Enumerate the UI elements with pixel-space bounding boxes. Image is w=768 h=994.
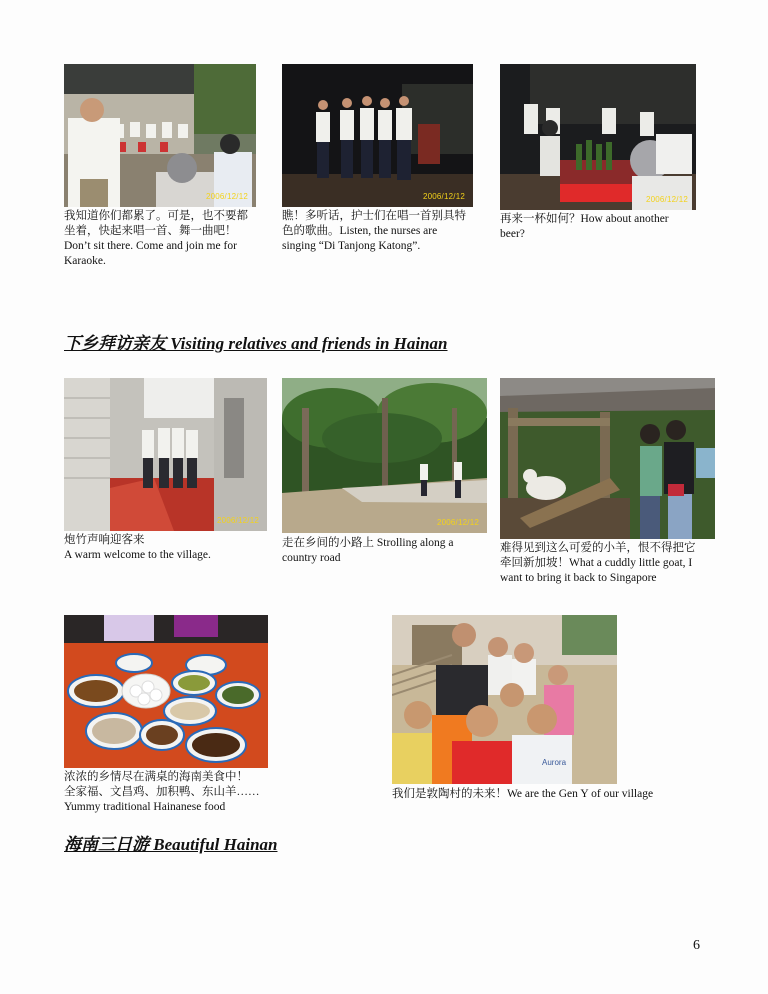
caption-line: 色的歌曲。Listen, the nurses are	[282, 225, 438, 237]
caption-welcome	[64, 533, 211, 563]
caption-line: country road	[282, 552, 341, 564]
caption-line: singing “Di Tanjong Katong”.	[282, 240, 421, 252]
caption-beer	[500, 212, 669, 242]
caption-line: 走在乡间的小路上 Strolling along a	[282, 537, 454, 549]
date-stamp: 2006/12/12	[645, 195, 688, 204]
photo-village-welcome	[64, 378, 267, 531]
caption-line: 牵回新加坡！What a cuddly little goat, I	[500, 557, 693, 569]
photo-goat	[500, 378, 715, 539]
photo-karaoke-man	[64, 64, 256, 207]
caption-goat	[500, 541, 696, 586]
date-stamp: 2006/12/12	[436, 518, 479, 527]
photo-dinner-beer	[500, 64, 696, 210]
caption-line: Don’t sit there. Come and join me for	[64, 240, 237, 252]
photo-hainanese-food	[64, 615, 268, 768]
caption-line: 浓浓的乡情尽在满桌的海南美食中！	[64, 771, 248, 783]
caption-line: Karaoke.	[64, 255, 106, 267]
caption-line: 我知道你们都累了。可是，也不要都	[64, 210, 248, 222]
caption-line: 炮竹声响迎客来	[64, 534, 145, 546]
caption-karaoke	[64, 209, 248, 269]
caption-road	[282, 536, 454, 566]
caption-line: Yummy traditional Hainanese food	[64, 801, 226, 813]
photo-nurses-singing	[282, 64, 473, 207]
caption-food	[64, 770, 260, 815]
caption-line: beer?	[500, 228, 525, 240]
caption-line: 坐着，快起来唱一首、舞一曲吧！	[64, 225, 237, 237]
caption-line: 瞧！多听话，护士们在唱一首别具特	[282, 210, 466, 222]
page-number: 6	[693, 938, 700, 953]
caption-nurses	[282, 209, 466, 254]
shirt-text: Aurora	[542, 758, 567, 767]
date-stamp: 2006/12/12	[216, 516, 259, 525]
caption-children	[392, 787, 653, 802]
caption-line: A warm welcome to the village.	[64, 549, 211, 561]
caption-line: want to bring it back to Singapore	[500, 572, 657, 584]
caption-line: 难得见到这么可爱的小羊，恨不得把它	[500, 542, 696, 554]
date-stamp: 2006/12/12	[205, 192, 248, 201]
date-stamp: 2006/12/12	[422, 192, 465, 201]
photo-village-children	[392, 615, 617, 784]
section-heading-visiting: 下乡拜访亲友 Visiting relatives and friends in Hainan	[64, 334, 448, 353]
caption-line: 全家福、文昌鸡、加积鸭、东山羊……	[64, 786, 260, 798]
photo-country-road	[282, 378, 487, 533]
caption-line: 再来一杯如何？How about another	[500, 213, 669, 225]
caption-line: 我们是敦陶村的未来！We are the Gen Y of our village	[392, 788, 654, 800]
section-heading-beautiful-hainan: 海南三日游 Beautiful Hainan	[64, 835, 278, 854]
